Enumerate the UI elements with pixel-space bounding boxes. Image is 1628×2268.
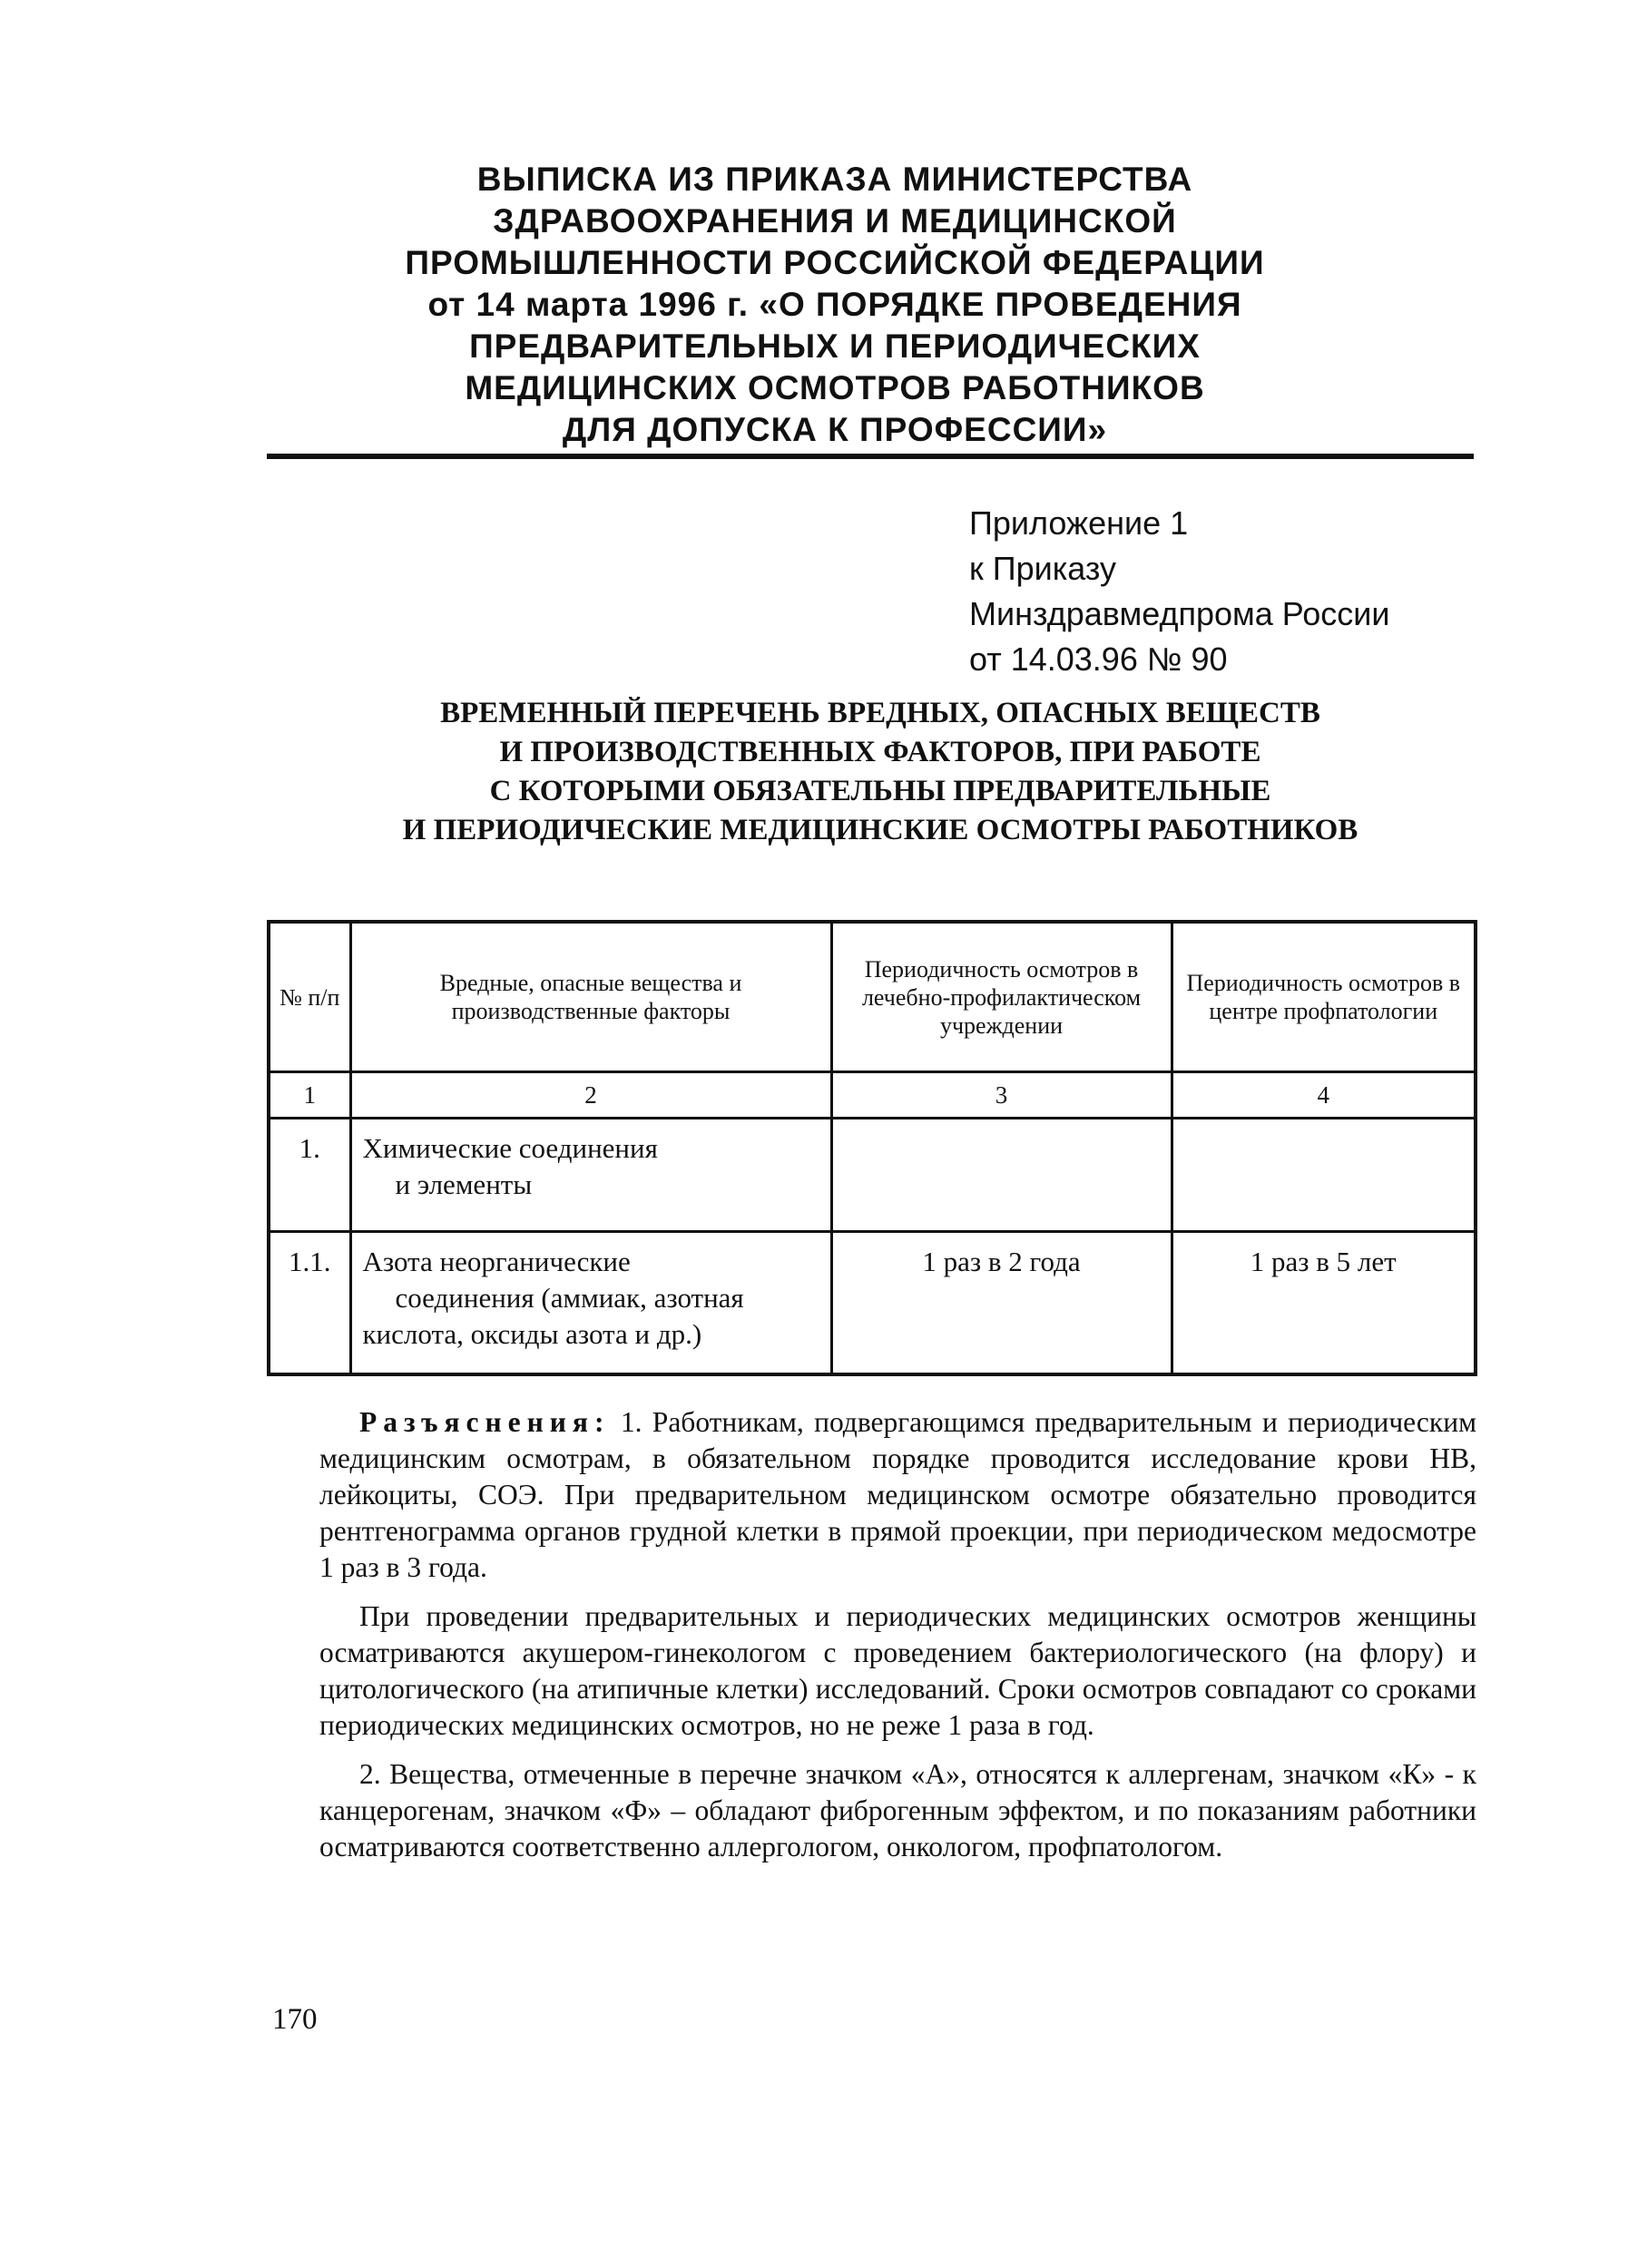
lpu-frequency: 1 раз в 2 года xyxy=(831,1232,1172,1375)
column-number: 1 xyxy=(269,1072,350,1119)
table-row xyxy=(269,1232,1476,1375)
factor-name xyxy=(350,1232,831,1375)
row-number: 1.1. xyxy=(269,1232,350,1375)
column-number: 4 xyxy=(1172,1072,1476,1119)
title-line: ПРЕДВАРИТЕЛЬНЫХ И ПЕРИОДИЧЕСКИХ xyxy=(469,327,1201,365)
page-number: 170 xyxy=(272,2003,318,2036)
appendix-line: Минздравмедпрома России xyxy=(969,595,1390,632)
title-line: ВЫПИСКА ИЗ ПРИКАЗА МИНИСТЕРСТВА xyxy=(476,161,1193,198)
column-number: 2 xyxy=(350,1072,831,1119)
hazards-table xyxy=(267,920,1477,1376)
lpu-frequency xyxy=(831,1119,1172,1232)
factor-name-line: и элементы xyxy=(395,1168,533,1200)
explanation-paragraph xyxy=(319,1404,1476,1586)
table-header-row xyxy=(269,922,1476,1072)
list-title xyxy=(299,694,1461,850)
explanation-paragraph: 2. Вещества, отмеченные в перечне значком «А», относятся к аллергенам, значком «К» - к канцерогенам, значком «Ф» – обладают фиброгенным эффектом, и по показаниям работники осматриваются соответственно аллергологом, онкологом, профпатологом. xyxy=(319,1758,1476,1862)
appendix-reference xyxy=(969,501,1477,682)
header-cell-factors: Вредные, опасные вещества и производственные факторы xyxy=(350,922,831,1072)
header-cell-center-frequency: Периодичность осмотров в центре профпатологии xyxy=(1172,922,1476,1072)
column-number: 3 xyxy=(831,1072,1172,1119)
title-line: ДЛЯ ДОПУСКА К ПРОФЕССИИ» xyxy=(562,411,1108,448)
table-row xyxy=(269,1119,1476,1232)
title-line: ЗДРАВООХРАНЕНИЯ И МЕДИЦИНСКОЙ xyxy=(493,202,1177,240)
factor-name xyxy=(350,1119,831,1232)
header-cell-lpu-frequency: Периодичность осмотров в лечебно-профилактическом учреждении xyxy=(831,922,1172,1072)
title-line: от 14 марта 1996 г. «О ПОРЯДКЕ ПРОВЕДЕНИЯ xyxy=(427,286,1242,323)
center-frequency: 1 раз в 5 лет xyxy=(1172,1232,1476,1375)
factor-name-line: соединения (аммиак, азотная xyxy=(395,1282,744,1314)
appendix-line: к Приказу xyxy=(969,550,1117,587)
factor-name-line: Азота неорганические xyxy=(362,1246,631,1277)
explanations xyxy=(319,1404,1476,1878)
list-title-line: И ПРОИЗВОДСТВЕННЫХ ФАКТОРОВ, ПРИ РАБОТЕ xyxy=(499,736,1261,768)
list-title-line: ВРЕМЕННЫЙ ПЕРЕЧЕНЬ ВРЕДНЫХ, ОПАСНЫХ ВЕЩЕСТВ xyxy=(440,697,1320,729)
column-number-row xyxy=(269,1072,1476,1119)
header-divider xyxy=(267,454,1474,459)
explanations-lead: Разъяснения: xyxy=(359,1406,611,1438)
row-number: 1. xyxy=(269,1119,350,1232)
title-line: МЕДИЦИНСКИХ ОСМОТРОВ РАБОТНИКОВ xyxy=(465,369,1205,406)
explanation-paragraph: При проведении предварительных и периодических медицинских осмотров женщины осматриваются акушером-гинекологом с проведением бактериологического (на флору) и цитологического (на атипичные клетки) исследований. Сроки осмотров совпадают со сроками периодических медицинских осмотров, но не реже 1 раза в год. xyxy=(319,1600,1476,1741)
order-extract-title xyxy=(381,159,1289,451)
center-frequency xyxy=(1172,1119,1476,1232)
appendix-line: от 14.03.96 № 90 xyxy=(969,640,1228,678)
factor-name-line: Химические соединения xyxy=(362,1132,658,1164)
appendix-line: Приложение 1 xyxy=(969,504,1189,542)
header-cell-number: № п/п xyxy=(269,922,350,1072)
factor-name-line: кислота, оксиды азота и др.) xyxy=(362,1318,702,1350)
list-title-line: И ПЕРИОДИЧЕСКИЕ МЕДИЦИНСКИЕ ОСМОТРЫ РАБОТНИКОВ xyxy=(402,814,1358,846)
list-title-line: С КОТОРЫМИ ОБЯЗАТЕЛЬНЫ ПРЕДВАРИТЕЛЬНЫЕ xyxy=(489,775,1271,807)
explanation-text: 1. Работникам, подвергающимся предварительным и периодическим медицинским осмотрам, в обязательном порядке проводится исследование крови НВ, лейкоциты, СОЭ. При предварительном медицинском осмотре обязательно проводится рентгенограмма органов грудной клетки в прямой проекции, при периодическом медосмотре 1 раз в 3 года. xyxy=(319,1406,1477,1583)
title-line: ПРОМЫШЛЕННОСТИ РОССИЙСКОЙ ФЕДЕРАЦИИ xyxy=(405,244,1265,281)
